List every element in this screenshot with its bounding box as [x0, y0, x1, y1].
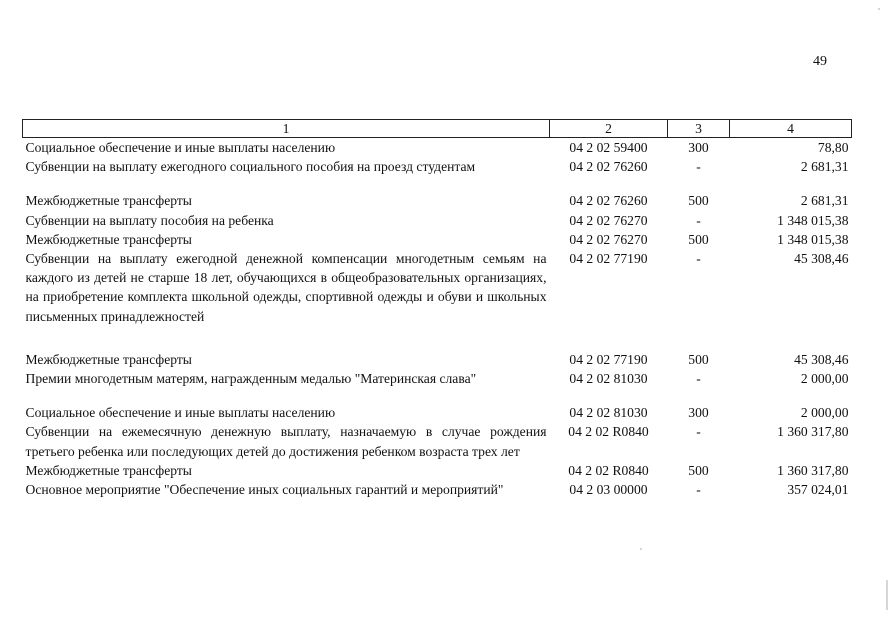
row-type: - — [696, 482, 701, 498]
row-code: 04 2 02 77190 — [569, 351, 648, 367]
row-type: 500 — [688, 351, 709, 367]
row-code: 04 2 02 81030 — [569, 371, 648, 387]
row-type: 500 — [688, 462, 709, 478]
row-code: 04 2 02 76260 — [569, 193, 648, 209]
row-amount: 1 348 015,38 — [777, 231, 849, 247]
header-col-3: 3 — [668, 120, 730, 138]
table-row — [23, 211, 852, 230]
table-row — [23, 369, 852, 388]
row-name: Социальное обеспечение и иные выплаты населению — [25, 140, 336, 155]
table-row — [23, 480, 852, 499]
row-name: Социальное обеспечение и иные выплаты населению — [25, 405, 336, 421]
table-row — [23, 230, 852, 249]
row-type: - — [696, 212, 701, 228]
row-type: 300 — [688, 405, 709, 421]
header-col-4: 4 — [730, 120, 852, 138]
row-type: 500 — [688, 231, 709, 247]
row-name: Субвенции на выплату ежегодного социального пособия на проезд студентам — [25, 159, 476, 175]
row-name: Субвенции на выплату пособия на ребенка — [25, 212, 274, 228]
row-type: 500 — [688, 193, 709, 209]
row-code: 04 2 02 81030 — [569, 405, 648, 421]
table-header-row — [23, 120, 852, 138]
header-col-1: 1 — [23, 120, 550, 138]
row-amount: 1 360 317,80 — [777, 462, 849, 478]
row-amount: 2 681,31 — [800, 193, 849, 209]
row-amount: 1 360 317,80 — [777, 424, 849, 440]
scan-speck — [878, 8, 880, 10]
row-code: 04 2 02 R0840 — [568, 462, 649, 478]
row-type: - — [696, 159, 701, 175]
row-type: - — [696, 371, 701, 387]
table-row — [23, 191, 852, 210]
table-row — [23, 403, 852, 422]
table-row — [23, 422, 852, 460]
row-code: 04 2 02 76260 — [569, 159, 648, 175]
row-spacer — [23, 326, 852, 350]
row-type: - — [696, 251, 701, 267]
row-amount: 45 308,46 — [794, 351, 849, 367]
header-col-2: 2 — [550, 120, 668, 138]
row-amount: 2 000,00 — [800, 371, 849, 387]
row-spacer — [23, 388, 852, 403]
row-amount: 45 308,46 — [794, 251, 849, 267]
row-code: 04 2 02 R0840 — [568, 424, 649, 440]
table-row — [23, 157, 852, 176]
row-type: - — [696, 424, 701, 440]
table-row — [23, 350, 852, 369]
row-name: Субвенции на ежемесячную денежную выплату, назначаемую в случае рождения третьего ребенка или последующих детей до достижения ребенком возраста трех лет — [25, 424, 547, 459]
scan-speck — [640, 548, 642, 550]
row-code: 04 2 02 59400 — [569, 140, 648, 155]
row-name: Межбюджетные трансферты — [25, 462, 192, 478]
row-name: Межбюджетные трансферты — [25, 231, 192, 247]
row-name: Межбюджетные трансферты — [25, 193, 192, 209]
row-amount: 2 681,31 — [800, 159, 849, 175]
row-amount: 357 024,01 — [787, 482, 849, 498]
row-code: 04 2 02 76270 — [569, 212, 648, 228]
row-code: 04 2 03 00000 — [569, 482, 648, 498]
row-spacer — [23, 176, 852, 191]
row-amount: 2 000,00 — [800, 405, 849, 421]
row-name: Межбюджетные трансферты — [25, 351, 192, 367]
row-type: 300 — [688, 140, 709, 155]
budget-table — [22, 119, 852, 499]
row-name: Субвенции на выплату ежегодной денежной компенсации многодетным семьям на каждого из детей не старше 18 лет, обучающихся в общеобразовательных организациях, на приобретение комплекта школьной одежды, спортивной одежды и обуви и школьных письменных принадлежностей — [25, 251, 547, 324]
page-number: 49 — [813, 54, 827, 69]
row-name: Основное мероприятие "Обеспечение иных социальных гарантий и мероприятий" — [25, 482, 504, 498]
row-name: Премии многодетным матерям, награжденным медалью "Материнская слава" — [25, 371, 477, 387]
table-row — [23, 138, 852, 158]
row-amount: 78,80 — [817, 140, 849, 155]
row-amount: 1 348 015,38 — [777, 212, 849, 228]
scan-speck — [886, 580, 888, 610]
table-row — [23, 461, 852, 480]
table-row — [23, 249, 852, 326]
row-code: 04 2 02 77190 — [569, 251, 648, 267]
row-code: 04 2 02 76270 — [569, 231, 648, 247]
